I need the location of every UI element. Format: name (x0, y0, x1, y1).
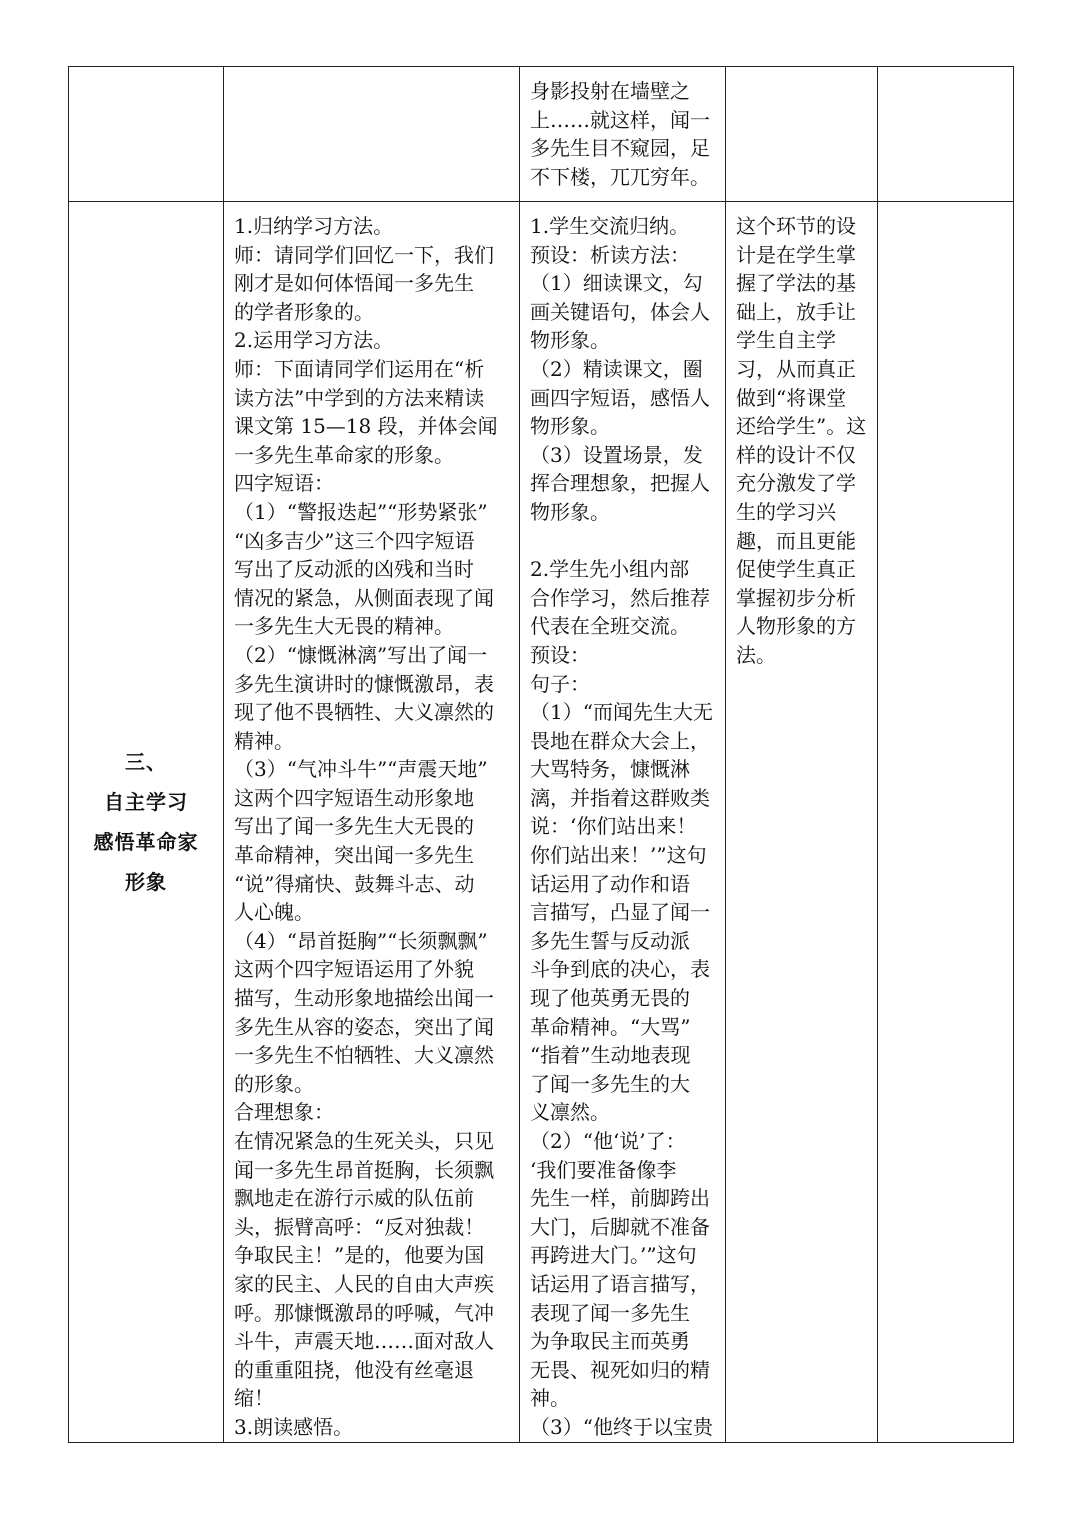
text-line: 不下楼，兀兀穷年。 (530, 164, 710, 189)
text-line: “指着”生动地表现 (530, 1043, 691, 1068)
text-line: 上……就这样，闻一 (530, 107, 710, 132)
text-line: 的重重阻挠，他没有丝毫退 (234, 1357, 474, 1382)
notes-cell-empty (878, 202, 1014, 1443)
text-line: 多先生目不窥园，足 (530, 136, 710, 161)
text-line: 自主学习 (104, 789, 188, 814)
student-activity-cell (520, 202, 726, 1443)
design-intent-cell (726, 202, 878, 1443)
text-line: 物形象。 (530, 328, 610, 353)
text-line (530, 527, 715, 556)
text-line: 3.朗读感悟。 (234, 1414, 354, 1439)
text-line: （2）“他‘说’了： (530, 1129, 686, 1153)
student-activity-text (520, 67, 725, 191)
text-line: 描写，生动形象地描绘出闻一 (234, 986, 494, 1011)
text-line: 句子： (530, 671, 590, 696)
text-line: 预设：析读方法： (530, 242, 690, 267)
text-line: 精神。 (234, 728, 294, 753)
text-line: 神。 (530, 1386, 570, 1411)
text-line: 的形象。 (234, 1071, 314, 1096)
text-line: （3）“他终于以宝贵 (530, 1414, 713, 1439)
text-line: 画关键语句，体会人 (530, 299, 710, 324)
text-line: 预设： (530, 642, 590, 667)
text-line: 计是在学生掌 (736, 242, 856, 267)
student-activity-cell (520, 67, 726, 202)
text-line: 斗牛，声震天地……面对敌人 (234, 1329, 494, 1354)
text-line: 写出了反动派的凶残和当时 (234, 557, 474, 582)
text-line: “说”得痛快、鼓舞斗志、动 (234, 871, 475, 896)
text-line: 充分激发了学 (736, 471, 856, 496)
text-line: 你们站出来！’”这句 (530, 843, 707, 868)
text-line: （4）“昂首挺胸”“长须飘飘” (234, 928, 488, 953)
text-line: 做到“将课堂 (736, 385, 847, 410)
text-line: 多先生誓与反动派 (530, 928, 690, 953)
text-line: 飘地走在游行示威的队伍前 (234, 1186, 474, 1211)
text-line: 说：‘你们站出来！ (530, 814, 697, 839)
text-line: 再跨进大门。’”这句 (530, 1243, 697, 1268)
text-line: 师：请同学们回忆一下，我们 (234, 242, 494, 267)
text-line: 样的设计不仅 (736, 442, 856, 467)
text-line: 在情况紧急的生死关头，只见 (234, 1129, 494, 1153)
text-line: 大骂特务，慷慨淋 (530, 757, 690, 782)
teacher-activity-cell-empty (224, 67, 520, 202)
text-line: （2）“慷慨淋漓”写出了闻一 (234, 642, 488, 667)
text-line: 闻一多先生昂首挺胸，长须飘 (234, 1157, 494, 1182)
text-line: 了闻一多先生的大 (530, 1071, 690, 1096)
text-line: 学生自主学 (736, 328, 836, 353)
text-line: 读方法”中学到的方法来精读 (234, 385, 485, 410)
text-line: “凶多吉少”这三个四字短语 (234, 528, 475, 553)
text-line: 话运用了语言描写， (530, 1271, 710, 1296)
text-line: 还给学生”。这 (736, 414, 867, 439)
text-line: 法。 (736, 642, 776, 667)
teacher-activity-text (224, 202, 519, 1442)
text-line: （3）设置场景，发 (530, 442, 703, 467)
text-line: 促使学生真正 (736, 557, 856, 582)
text-line: 合作学习，然后推荐 (530, 585, 710, 610)
text-line: 话运用了动作和语 (530, 871, 690, 896)
text-line: 头，振臂高呼：“反对独裁！ (234, 1214, 485, 1239)
text-line: 师：下面请同学们运用在“析 (234, 356, 485, 381)
text-line: 物形象。 (530, 499, 610, 524)
lesson-plan-table (68, 66, 1014, 1443)
text-line: 多先生演讲时的慷慨激昂，表 (234, 671, 494, 696)
stage-cell-empty (69, 67, 224, 202)
text-line: 一多先生革命家的形象。 (234, 442, 454, 467)
text-line: 表现了闻一多先生 (530, 1300, 690, 1325)
text-line: 物形象。 (530, 414, 610, 439)
text-line: 刚才是如何体悟闻一多先生 (234, 271, 474, 296)
text-line: 础上，放手让 (736, 299, 856, 324)
notes-cell-empty (878, 67, 1014, 202)
text-line: 挥合理想象，把握人 (530, 471, 710, 496)
teacher-activity-cell (224, 202, 520, 1443)
design-intent-text (726, 202, 877, 670)
text-line: （2）精读课文，圈 (530, 356, 703, 381)
text-line: 画四字短语，感悟人 (530, 385, 710, 410)
design-intent-cell-empty (726, 67, 878, 202)
stage-title (69, 742, 223, 902)
text-line: 代表在全班交流。 (530, 614, 690, 639)
table-row (69, 67, 1014, 202)
text-line: 2.学生先小组内部 (530, 557, 690, 582)
table-row (69, 202, 1014, 1443)
text-line: （1）细读课文，勾 (530, 271, 703, 296)
text-line: 形象 (125, 869, 167, 894)
text-line: 呼。那慷慨激昂的呼喊，气冲 (234, 1300, 494, 1325)
text-line: 1.归纳学习方法。 (234, 214, 394, 238)
text-line: 情况的紧急，从侧面表现了闻 (234, 585, 494, 610)
text-line: 生的学习兴 (736, 499, 836, 524)
text-line: 为争取民主而英勇 (530, 1329, 690, 1354)
text-line: 漓，并指着这群败类 (530, 785, 710, 810)
text-line: 人心魄。 (234, 900, 314, 925)
stage-cell (69, 202, 224, 1443)
text-line: 一多先生大无畏的精神。 (234, 614, 454, 639)
text-line: 四字短语： (234, 471, 334, 496)
text-line: （1）“而闻先生大无 (530, 700, 713, 725)
student-activity-text (520, 202, 725, 1442)
text-line: 义凛然。 (530, 1100, 610, 1125)
text-line: ‘我们要准备像李 (530, 1157, 677, 1182)
text-line: 合理想象： (234, 1100, 334, 1125)
text-line: 缩！ (234, 1386, 274, 1411)
text-line: 趣，而且更能 (736, 528, 856, 553)
text-line: 的学者形象的。 (234, 299, 374, 324)
text-line: 先生一样，前脚跨出 (530, 1186, 710, 1211)
text-line: 1.学生交流归纳。 (530, 214, 690, 238)
text-line: 掌握初步分析 (736, 585, 856, 610)
text-line: 这两个四字短语运用了外貌 (234, 957, 474, 982)
text-line: 斗争到底的决心，表 (530, 957, 710, 982)
text-line: （3）“气冲斗牛”“声震天地” (234, 757, 488, 782)
text-line: 大门，后脚就不准备 (530, 1214, 710, 1239)
text-line: 感悟革命家 (93, 829, 199, 854)
text-line: 现了他不畏牺牲、大义凛然的 (234, 700, 494, 725)
text-line: 身影投射在墙壁之 (530, 79, 690, 103)
text-line: 2.运用学习方法。 (234, 328, 394, 353)
text-line: 这两个四字短语生动形象地 (234, 785, 474, 810)
text-line: 家的民主、人民的自由大声疾 (234, 1271, 494, 1296)
text-line: （1）“警报迭起”“形势紧张” (234, 499, 488, 524)
text-line: 人物形象的方 (736, 614, 856, 639)
text-line: 言描写，凸显了闻一 (530, 900, 710, 925)
text-line: 写出了闻一多先生大无畏的 (234, 814, 474, 839)
text-line: 三、 (125, 749, 167, 774)
text-line: 革命精神。“大骂” (530, 1014, 691, 1039)
text-line: 现了他英勇无畏的 (530, 986, 690, 1011)
text-line: 这个环节的设 (736, 214, 856, 238)
text-line: 握了学法的基 (736, 271, 856, 296)
text-line: 一多先生不怕牺牲、大义凛然 (234, 1043, 494, 1068)
text-line: 畏地在群众大会上， (530, 728, 710, 753)
text-line: 革命精神，突出闻一多先生 (234, 843, 474, 868)
text-line: 多先生从容的姿态，突出了闻 (234, 1014, 494, 1039)
text-line: 争取民主！”是的，他要为国 (234, 1243, 485, 1268)
text-line: 课文第 15—18 段，并体会闻 (234, 414, 498, 439)
text-line: 习，从而真正 (736, 356, 856, 381)
text-line: 无畏、视死如归的精 (530, 1357, 710, 1382)
